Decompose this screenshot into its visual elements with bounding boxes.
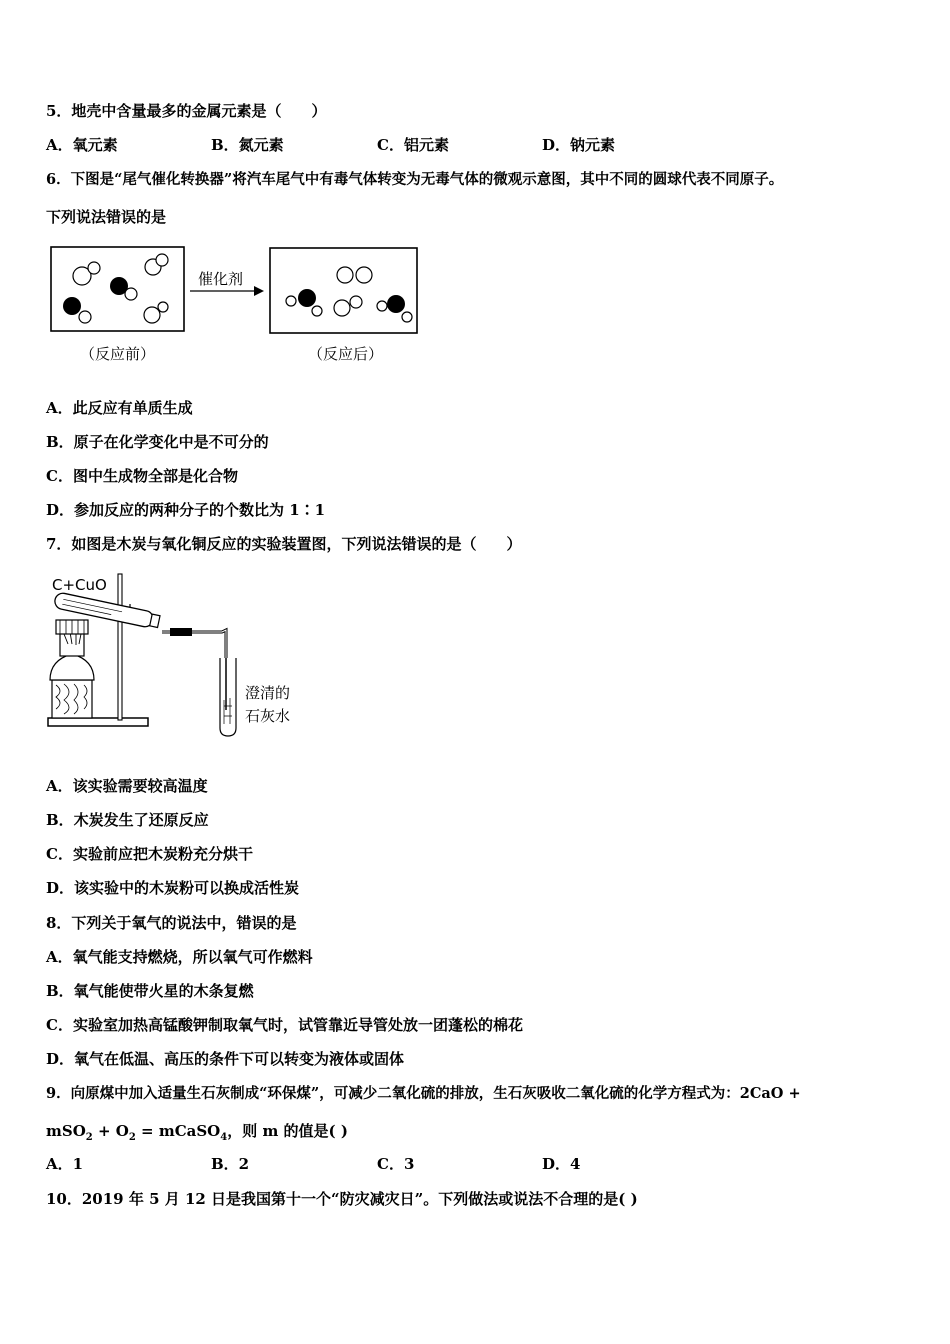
q10-stem: 10．2019 年 5 月 12 日是我国第十一个“防灾减灾日”。下列做法或说法不合理的是( ) [46, 1190, 638, 1208]
q5-stem: 5．地壳中含量最多的金属元素是（ ） [46, 102, 327, 120]
q9-eq-part1: mSO [46, 1122, 86, 1140]
q5-option-c: C．铝元素 [377, 136, 449, 154]
reagent-label: C+CuO [52, 576, 107, 594]
q6-stem-line1: 6．下图是“尾气催化转换器”将汽车尾气中有毒气体转变为无毒气体的微观示意图，其中不同的圆球代表不同原子。 [46, 171, 784, 188]
q9-stem-line1: 9．向原煤中加入适量生石灰制成“环保煤”，可减少二氧化硫的排放，生石灰吸收二氧化硫的化学方程式为：2CaO + [46, 1085, 801, 1102]
q8-option-a: A．氧气能支持燃烧，所以氧气可作燃料 [46, 948, 313, 966]
q8-option-b: B．氧气能使带火星的木条复燃 [46, 982, 254, 1000]
q9-eq-part3: = mCaSO [135, 1122, 221, 1140]
q9-option-c: C．3 [377, 1155, 415, 1173]
q5-option-a: A．氧元素 [46, 136, 118, 154]
q7-option-a: A．该实验需要较高温度 [46, 777, 208, 795]
q6-stem-line2: 下列说法错误的是 [46, 208, 167, 226]
q8-option-c: C．实验室加热高锰酸钾制取氧气时，试管靠近导管处放一团蓬松的棉花 [46, 1016, 523, 1034]
q9-eq-part2: + O [92, 1122, 129, 1140]
after-label: （反应后） [308, 345, 384, 363]
q6-option-d: D．参加反应的两种分子的个数比为 1∶1 [46, 501, 326, 519]
q5-option-b: B．氮元素 [211, 136, 284, 154]
q9-option-b: B．2 [211, 1155, 250, 1173]
q9-eq-sub1: 2 [85, 1132, 93, 1143]
q9-equation-line [46, 1121, 348, 1148]
q9-eq-part4: ，则 m 的值是( ) [227, 1122, 348, 1140]
q7-option-b: B．木炭发生了还原反应 [46, 811, 209, 829]
q8-option-d: D．氧气在低温、高压的条件下可以转变为液体或固体 [46, 1050, 405, 1068]
q7-stem: 7．如图是木炭与氧化铜反应的实验装置图，下列说法错误的是（ ） [46, 535, 522, 553]
q9-option-d: D．4 [542, 1155, 581, 1173]
q5-option-d: D．钠元素 [542, 136, 616, 154]
q6-option-a: A．此反应有单质生成 [46, 399, 193, 417]
q9-option-a: A．1 [46, 1155, 84, 1173]
q6-option-c: C．图中生成物全部是化合物 [46, 467, 238, 485]
q7-option-d: D．该实验中的木炭粉可以换成活性炭 [46, 879, 300, 897]
limewater-label-line1: 澄清的 [245, 684, 291, 702]
q6-option-b: B．原子在化学变化中是不可分的 [46, 433, 269, 451]
q8-stem: 8．下列关于氧气的说法中，错误的是 [46, 914, 297, 932]
catalyst-label: 催化剂 [198, 270, 244, 288]
q7-option-c: C．实验前应把木炭粉充分烘干 [46, 845, 253, 863]
limewater-label-line2: 石灰水 [245, 707, 291, 725]
after-box [270, 248, 417, 333]
q9-eq-sub2: 2 [128, 1132, 136, 1143]
q9-eq-sub3: 4 [220, 1132, 228, 1143]
before-label: （反应前） [80, 345, 156, 363]
